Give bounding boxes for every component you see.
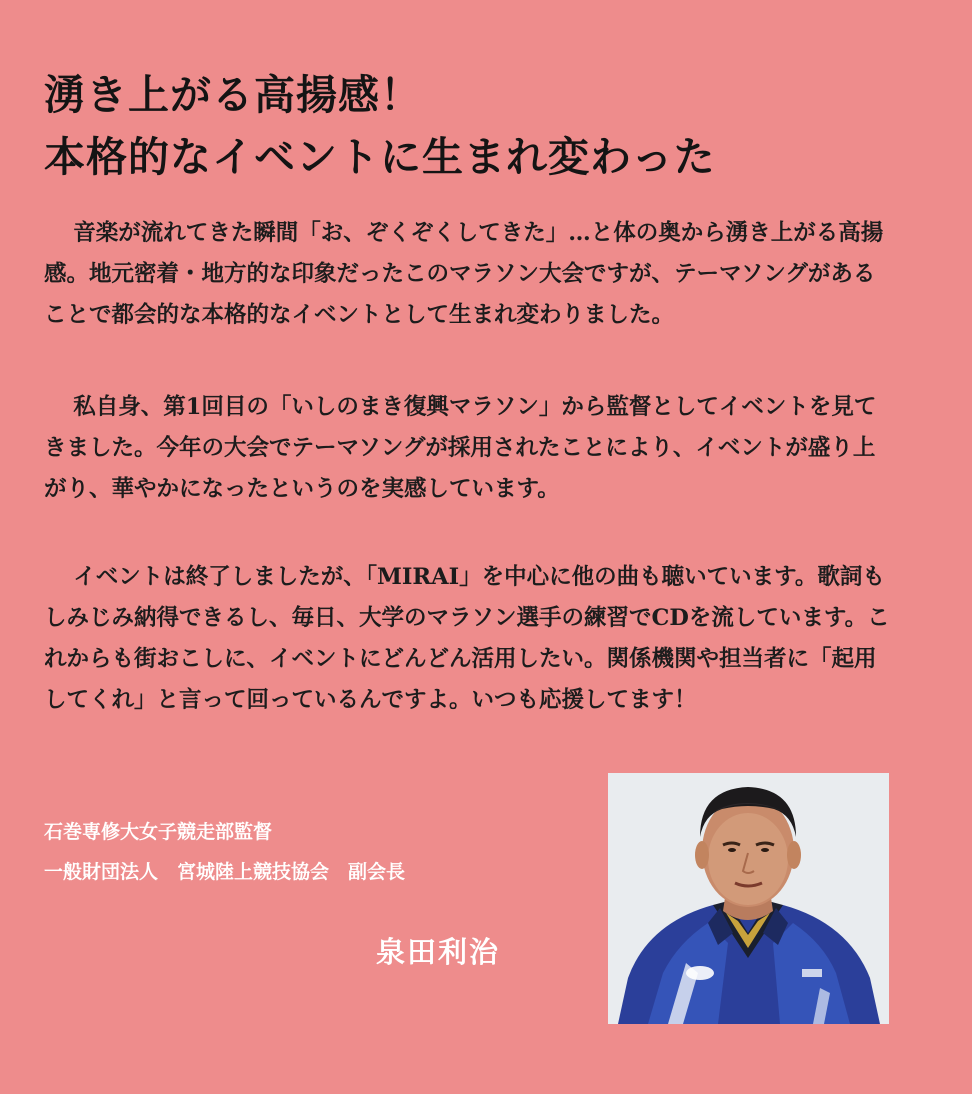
portrait-illustration [608,773,889,1024]
body-paragraph-1: 音楽が流れてきた瞬間「お、ぞくぞくしてきた」…と体の奥から湧き上がる高揚感。地元密着・地方的な印象だったこのマラソン大会ですが、テーマソングがあることで都会的な本格的なイベントとして生まれ変わりました。 [44,220,884,328]
headline-line-1: 湧き上がる高揚感！ [44,71,422,119]
body-paragraph-3: イベントは終了しましたが、「MIRAI」を中心に他の曲も聴いています。歌詞もしみじみ納得できるし、毎日、大学のマラソン選手の練習でCDを流しています。これからも街おこしに、イベントにどんどん活用したい。関係機関や担当者に「起用してくれ」と言って回っているんですよ。いつも応援してます！ [44,564,890,713]
body-paragraph-2: 私自身、第1回目の「いしのまき復興マラソン」から監督としてイベントを見てきました。今年の大会でテーマソングが採用されたことにより、イベントが盛り上がり、華やかになったというのを実感しています。 [44,394,877,502]
headline-line-2: 本格的なイベントに生まれ変わった [44,133,716,181]
credit-title-coach: 石巻専修大女子競走部監督 [44,821,273,843]
credit-title-association: 一般財団法人 宮城陸上競技協会 副会長 [44,861,406,883]
person-name: 泉田利治 [376,935,501,969]
portrait-photo [608,773,889,1024]
headline [44,64,716,188]
